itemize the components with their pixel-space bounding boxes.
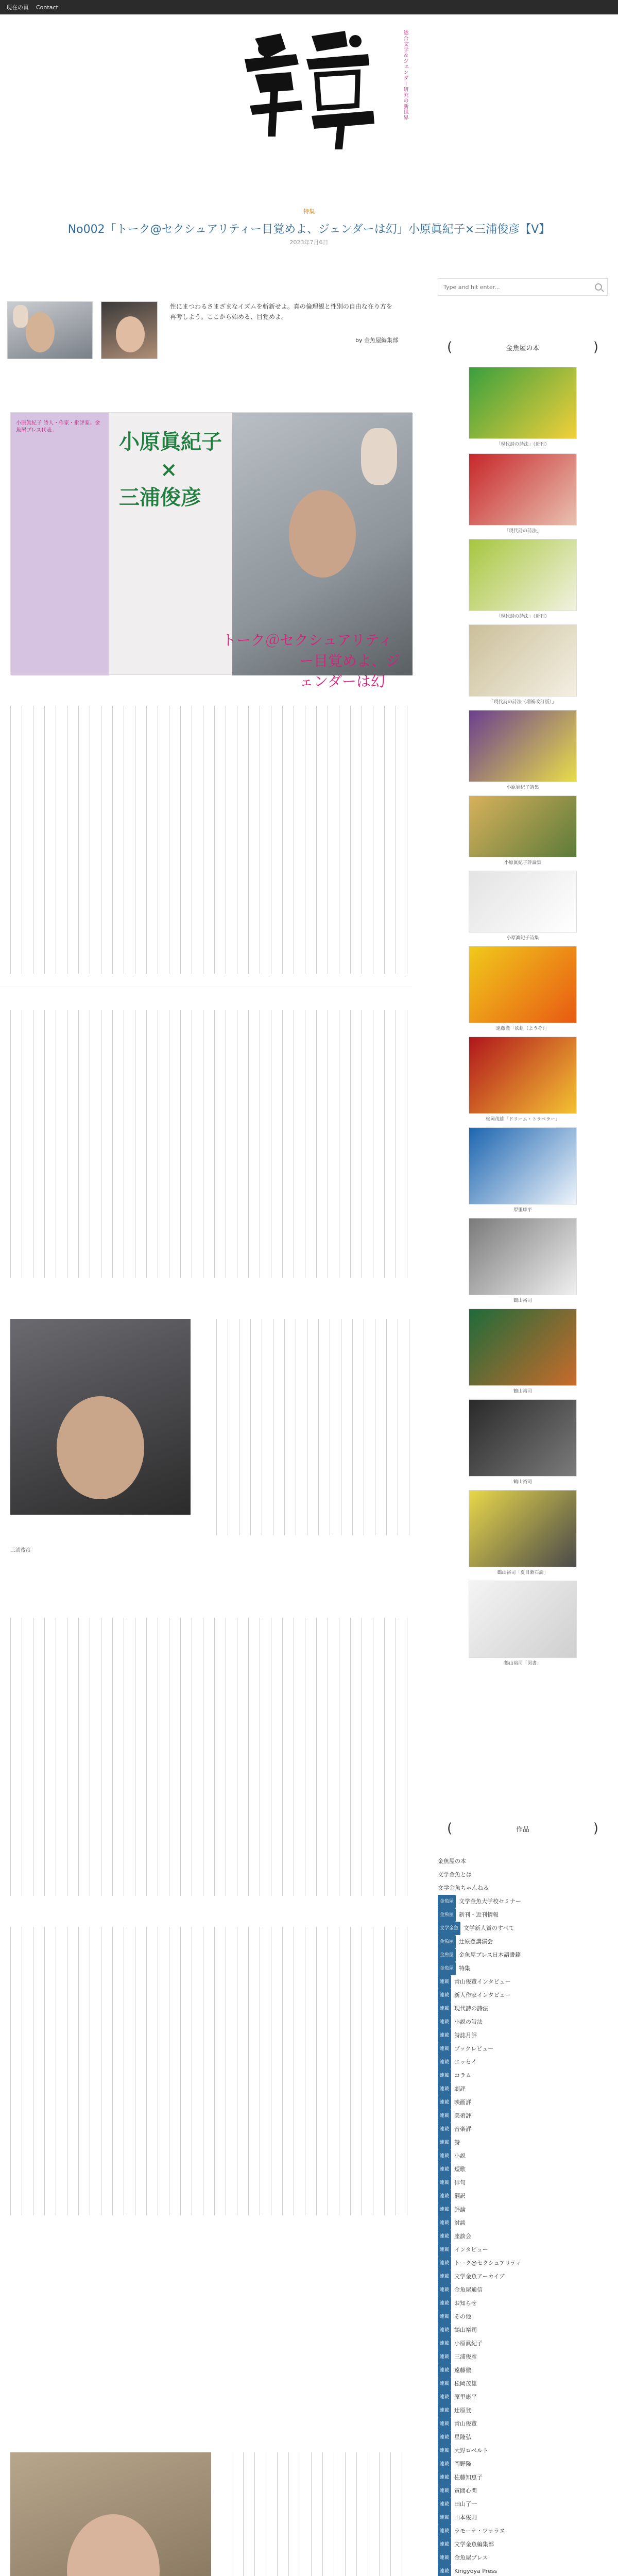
works-item[interactable]: 金魚屋 辻原登講演会 [438, 1935, 608, 1948]
article-body-block [216, 1319, 412, 1535]
works-item[interactable]: 連載 トーク@セクシュアリティ [438, 2257, 608, 2270]
header-photo-miura [7, 301, 93, 359]
cover-name-miura: 三浦俊彦 [119, 485, 201, 510]
works-item[interactable]: 金魚屋 文学金魚大学校セミナー [438, 1895, 608, 1908]
cover-subtitle-1: トーク＠セクシュアリティ [222, 632, 393, 649]
book-cover[interactable] [469, 1581, 577, 1658]
works-item[interactable]: 連載 小原眞紀子 [438, 2337, 608, 2350]
cover-times: × [160, 457, 178, 482]
article-date: 2023年7月6日 [289, 239, 329, 246]
works-item[interactable]: 連載 田山了一 [438, 2498, 608, 2511]
book-cover[interactable] [469, 1218, 577, 1295]
article-body-block [10, 1010, 412, 1278]
photo-miura [10, 1319, 191, 1515]
works-item[interactable]: 文学金魚ちゃんねる [438, 1885, 489, 1891]
article-byline: by 金魚屋編集部 [355, 337, 398, 344]
book-caption: 「現代詩の詩法」（近刊） [496, 442, 550, 447]
works-item[interactable]: 連載 座談会 [438, 2230, 608, 2243]
works-item[interactable]: 連載 青山俊董インタビュー [438, 1975, 608, 1989]
header-photo-obara [101, 301, 158, 359]
book-cover[interactable] [469, 453, 577, 526]
book-cover[interactable] [469, 871, 577, 933]
article-lead: 性にまつわるさまざまなイズムを斬新せよ。真の倫理観と性別の自由な在り方を再考しよう。ここから始める、目覚めよ。 [170, 303, 392, 320]
works-item[interactable]: 金魚屋 金魚屋プレス日本語書籍 [438, 1948, 608, 1962]
works-item[interactable]: 連載 その他 [438, 2310, 608, 2324]
book-caption: 「現代詩の詩法」（近刊） [496, 614, 550, 619]
book-cover[interactable] [469, 710, 577, 782]
works-item[interactable]: 連載 金魚屋通信 [438, 2283, 608, 2297]
works-item[interactable]: 連載 劇評 [438, 2082, 608, 2096]
photo-obara [10, 2452, 211, 2576]
search-input[interactable] [443, 284, 595, 291]
works-item[interactable]: 連載 小説の詩法 [438, 2015, 608, 2029]
topbar-link-contact[interactable]: Contact [36, 4, 58, 11]
sidebar-works-heading: ( 作品 ) [447, 1821, 598, 1836]
book-cover[interactable] [469, 1127, 577, 1205]
book-caption: 「現代詩の詩法（増補改訂版）」 [489, 700, 557, 705]
works-item[interactable]: 連載 評論 [438, 2203, 608, 2216]
works-item[interactable]: 連載 インタビュー [438, 2243, 608, 2257]
works-item[interactable]: 連載 映画評 [438, 2096, 608, 2109]
book-caption: 鶴山裕司「夏目漱石論」 [497, 1570, 548, 1575]
book-cover[interactable] [469, 367, 577, 439]
search-box[interactable] [438, 278, 608, 296]
works-item[interactable]: 連載 山本俊則 [438, 2511, 608, 2524]
works-item[interactable]: 連載 詩誌月評 [438, 2029, 608, 2042]
article-cover-image [10, 412, 412, 690]
works-item[interactable]: 連載 文学金魚編集部 [438, 2538, 608, 2551]
book-caption: 原里康平 [513, 1208, 532, 1213]
works-item[interactable]: 金魚屋 特集 [438, 1962, 608, 1975]
book-caption: 鶴山裕司 [513, 1389, 532, 1394]
works-item[interactable]: 連載 ブックレビュー [438, 2042, 608, 2056]
works-item[interactable]: 連載 青山俊董 [438, 2417, 608, 2431]
article-title: No002「トーク@セクシュアリティー目覚めよ、ジェンダーは幻」小原眞紀子×三浦俊彦【V】 [67, 223, 551, 236]
works-list [438, 1855, 608, 2576]
book-caption: 小原眞紀子詩集 [506, 936, 539, 941]
book-cover[interactable] [469, 1490, 577, 1567]
works-item[interactable]: 連載 翻訳 [438, 2190, 608, 2203]
works-item[interactable]: 連載 エッセイ [438, 2056, 608, 2069]
works-item[interactable]: 連載 松岡茂雄 [438, 2377, 608, 2391]
book-caption: 遠藤徹「妖蛆（ようそ）」 [496, 1026, 550, 1031]
sidebar-books-heading: ( 金魚屋の本 ) [447, 340, 598, 355]
works-item[interactable]: 連載 小説 [438, 2149, 608, 2163]
works-item[interactable]: 連載 短歌 [438, 2163, 608, 2176]
works-item[interactable]: 連載 現代詩の詩法 [438, 2002, 608, 2015]
works-item[interactable]: 連載 辻原登 [438, 2404, 608, 2417]
works-item[interactable]: 連載 佐藤知恵子 [438, 2471, 608, 2484]
book-cover[interactable] [469, 795, 577, 857]
works-item[interactable]: 金魚屋 新刊・近刊情報 [438, 1908, 608, 1922]
book-caption: 鶴山裕司 [513, 1298, 532, 1303]
book-cover[interactable] [469, 624, 577, 697]
works-item[interactable]: 連載 美術評 [438, 2109, 608, 2123]
article-category[interactable]: 特集 [303, 208, 315, 215]
works-item[interactable]: 連載 新人作家インタビュー [438, 1989, 608, 2002]
cover-title [119, 428, 222, 512]
works-item[interactable]: 連載 岡野隆 [438, 2458, 608, 2471]
cover-name-obara: 小原眞紀子 [119, 430, 222, 454]
works-item[interactable]: 連載 対談 [438, 2216, 608, 2230]
works-item[interactable]: 連載 文学金魚アーカイブ [438, 2270, 608, 2283]
search-icon[interactable] [595, 283, 602, 291]
book-caption: 小原眞紀子評論集 [504, 860, 541, 866]
article-body-block [10, 1618, 412, 1896]
works-item[interactable]: 金魚屋の本 [438, 1858, 466, 1865]
works-item[interactable]: 連載 三浦俊彦 [438, 2350, 608, 2364]
article-body-block [10, 706, 412, 974]
works-item[interactable]: 連載 俳句 [438, 2176, 608, 2190]
works-item[interactable]: 連載 コラム [438, 2069, 608, 2082]
article-body-block [10, 1927, 412, 2215]
cover-profile-text: 小原眞紀子 詩人・作家・批評家。金魚屋プレス代表。 [11, 413, 109, 675]
works-item[interactable]: 連載 Kingyoya Press [438, 2565, 608, 2576]
book-cover[interactable] [469, 1399, 577, 1477]
works-item[interactable]: 連載 お知らせ [438, 2297, 608, 2310]
book-caption: 鶴山裕司 [513, 1480, 532, 1485]
works-item[interactable]: 連載 ラモーナ・ツァラヌ [438, 2524, 608, 2538]
works-item[interactable]: 連載 寅間心閑 [438, 2484, 608, 2498]
book-cover[interactable] [469, 539, 577, 611]
works-item[interactable]: 文学金魚 文学新人賞のすべて [438, 1922, 608, 1935]
book-caption: 鶴山裕司「図書」 [504, 1661, 541, 1666]
book-caption: 松岡茂雄「ドリーム・トラベラー」 [485, 1117, 560, 1122]
site-logo[interactable] [234, 28, 384, 152]
works-item[interactable]: 連載 原里康平 [438, 2391, 608, 2404]
top-navigation-bar [0, 0, 618, 14]
book-cover[interactable] [469, 1309, 577, 1386]
works-item[interactable]: 連載 鶴山裕司 [438, 2324, 608, 2337]
works-item[interactable]: 連載 金魚屋プレス [438, 2551, 608, 2565]
works-item[interactable]: 連載 詩 [438, 2136, 608, 2149]
cover-subtitle-2: ー目覚めよ、ジェンダーは幻 [299, 652, 401, 690]
book-cover[interactable] [469, 946, 577, 1023]
book-caption: 小原眞紀子詩集 [506, 785, 539, 790]
book-caption: 「現代詩の詩法」 [504, 529, 541, 534]
photo-caption-miura: 三浦俊彦 [10, 1548, 31, 1553]
topbar-link-current[interactable]: 現在の頁 [6, 4, 29, 11]
article-body-block [232, 2452, 412, 2576]
works-item[interactable]: 連載 星隆弘 [438, 2431, 608, 2444]
works-item[interactable]: 連載 遠藤徹 [438, 2364, 608, 2377]
book-cover[interactable] [469, 1037, 577, 1114]
logo-side-text: 総合文学＆ジェンダー研究の新世界 [402, 30, 408, 121]
works-item[interactable]: 連載 音楽評 [438, 2123, 608, 2136]
works-item[interactable]: 連載 大野ロベルト [438, 2444, 608, 2458]
works-item[interactable]: 文学金魚とは [438, 1871, 472, 1878]
